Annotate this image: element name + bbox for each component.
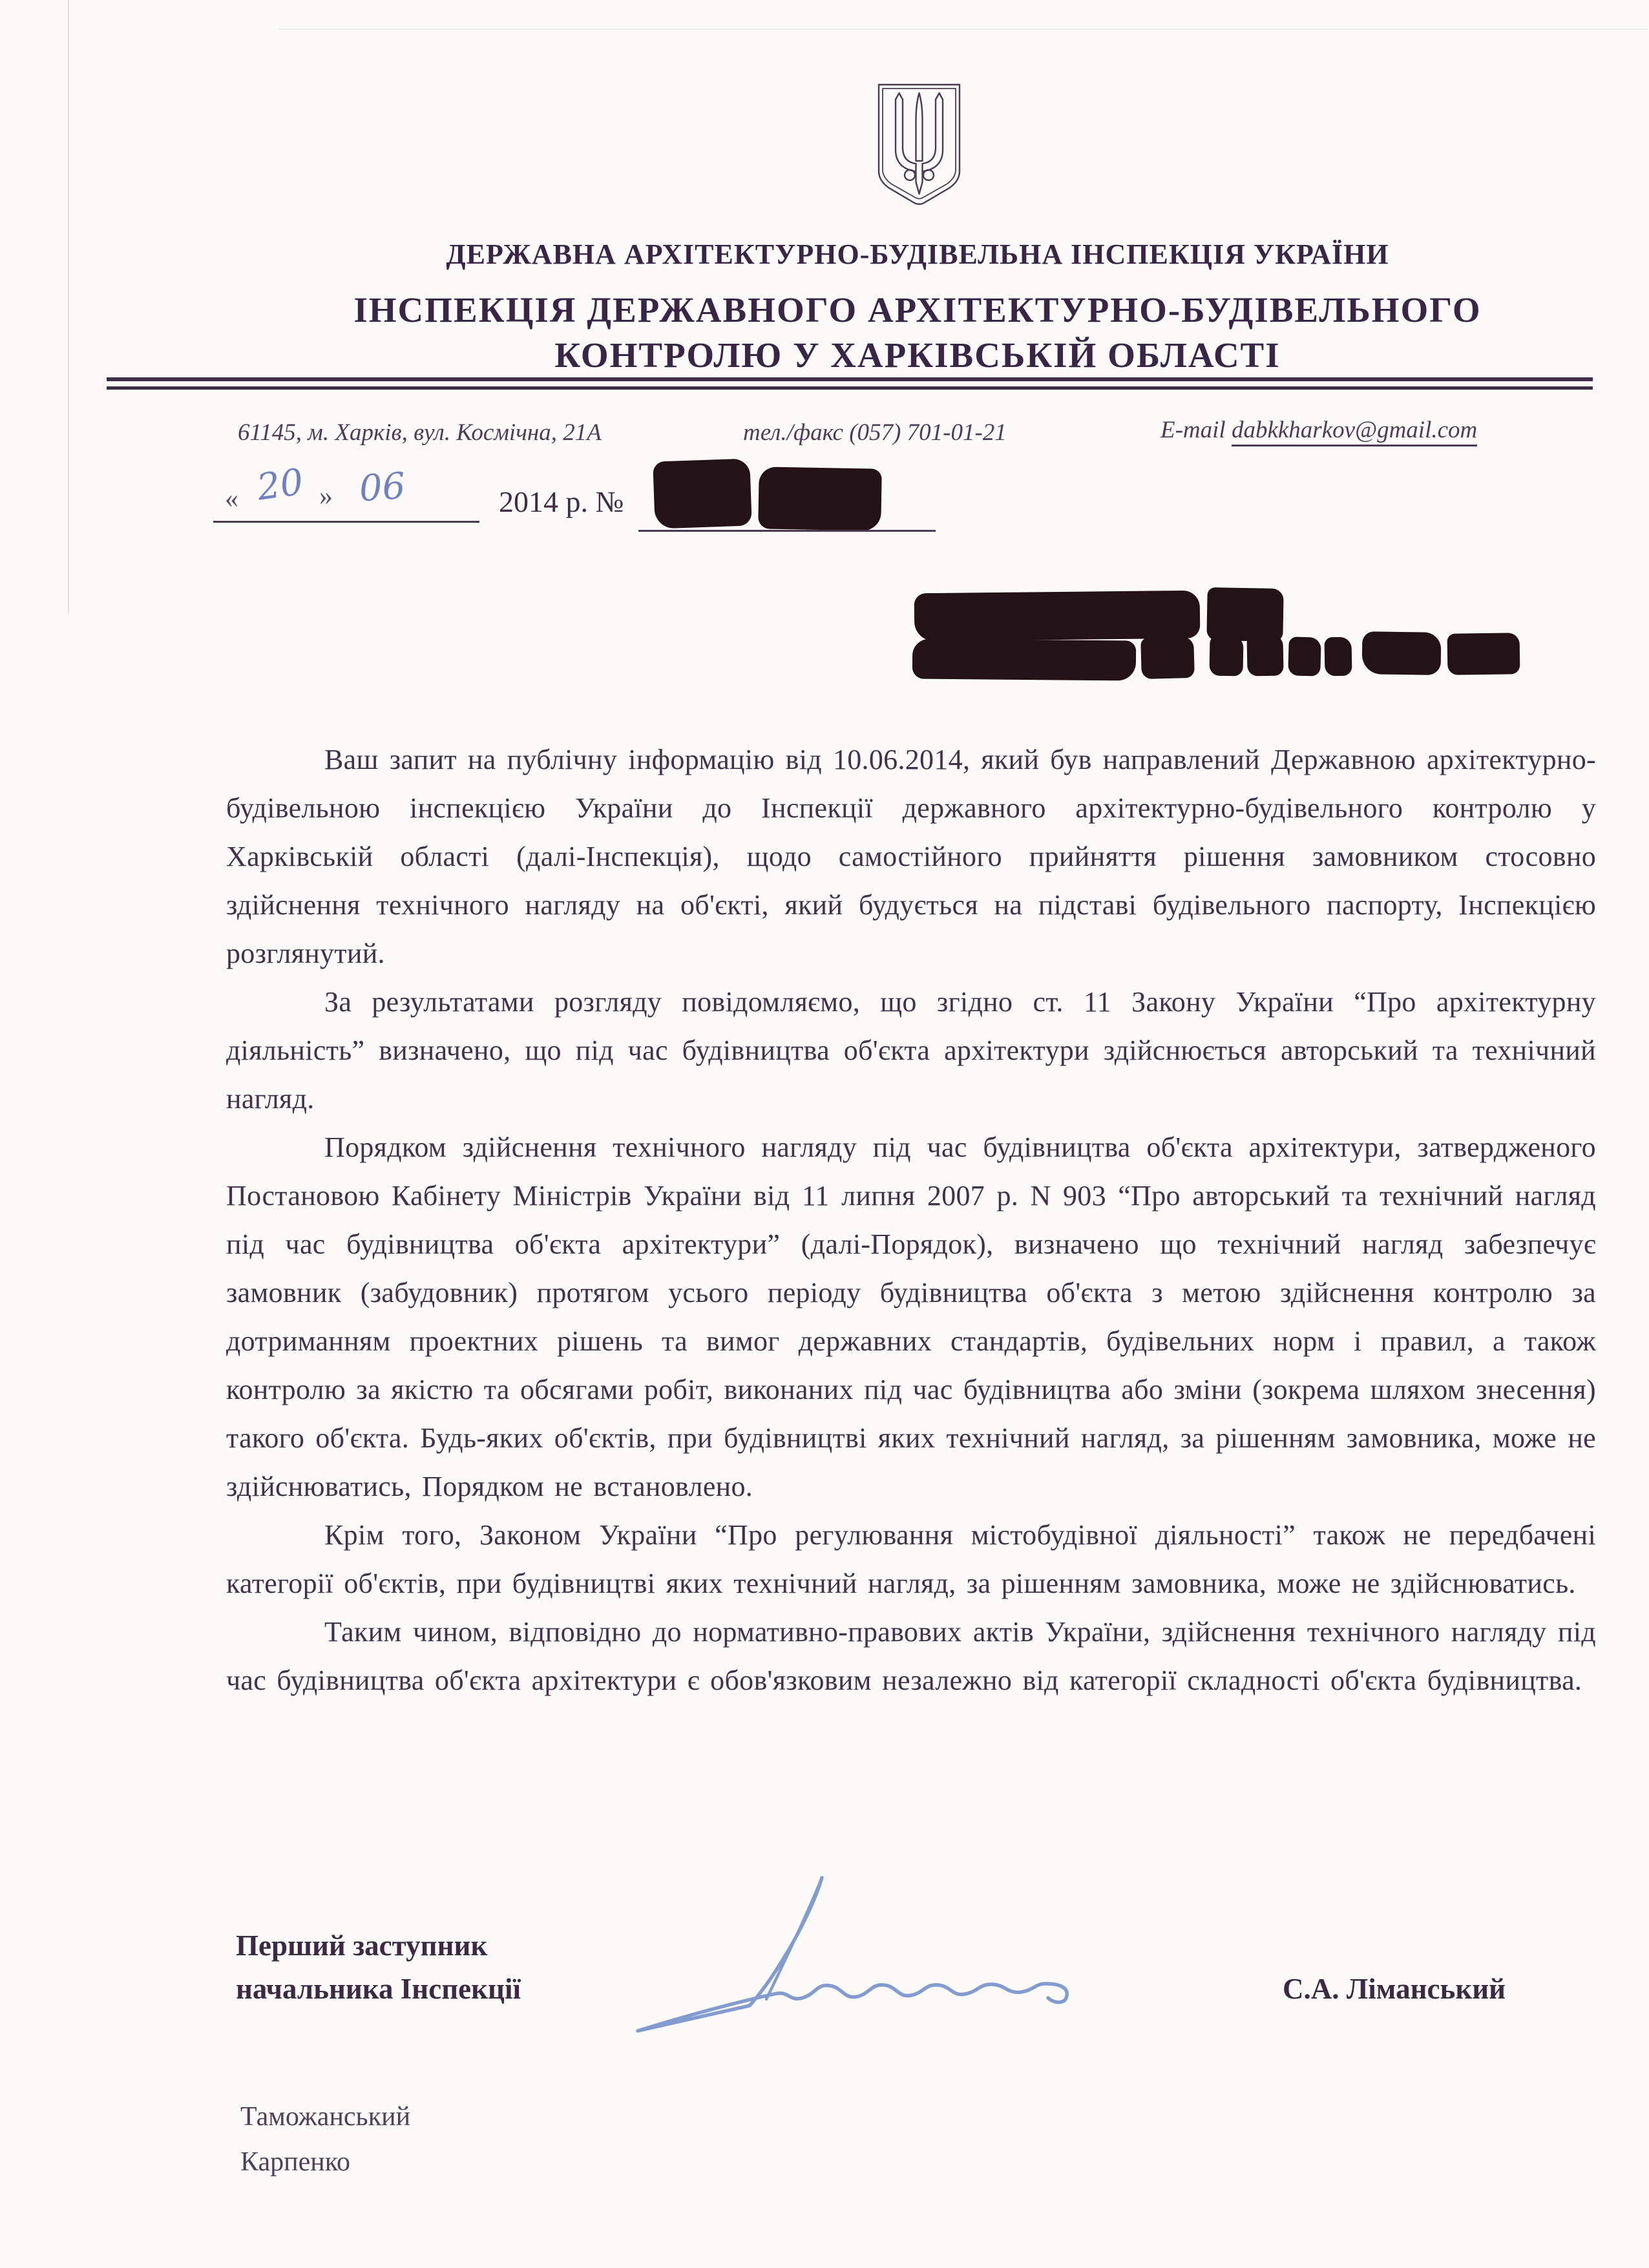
executor-name: Карпенко — [240, 2147, 350, 2177]
redacted-outgoing-number-part2 — [758, 467, 882, 530]
org-name-parent-agency: ДЕРЖАВНА АРХІТЕКТУРНО-БУДІВЕЛЬНА ІНСПЕКЦІЯ УКРАЇНИ — [446, 238, 1389, 270]
date-open-quote: « — [225, 484, 238, 514]
date-underline — [213, 521, 479, 523]
redacted-address-part — [1209, 636, 1243, 677]
ukraine-trident-emblem-icon — [872, 80, 966, 207]
postal-address: 61145, м. Харків, вул. Космічна, 21А — [238, 419, 602, 446]
org-name-inspection-line1: ІНСПЕКЦІЯ ДЕРЖАВНОГО АРХІТЕКТУРНО-БУДІВЕЛЬНОГО — [353, 290, 1482, 330]
email-label: E-mail — [1161, 417, 1232, 443]
email-address: dabkkharkov@gmail.com — [1232, 417, 1477, 446]
redacted-address-part — [1288, 636, 1321, 676]
number-underline — [638, 530, 936, 532]
divider-thin-line — [107, 386, 1593, 390]
redacted-address-part — [1140, 636, 1195, 679]
handwritten-day: 20 — [254, 461, 306, 509]
body-paragraph: Ваш запит на публічну інформацію від 10.06.2014, який був направлений Державною архітектурно-будівельною інспекцією України до Інспекції державного архітектурно-будівельного контролю у Харківській області (далі-Інспекція), щодо самостійного прийняття рішення замовником стосовно здійснення технічного нагляду на об'єкті, який будується на підставі будівельного паспорту, Інспекцією розглянутий. — [226, 744, 1596, 969]
scan-artifact-vertical-line — [68, 0, 69, 614]
redacted-address-street — [912, 638, 1137, 680]
scan-artifact-horizontal-line — [278, 28, 1648, 30]
executor-name: Таможанський — [240, 2102, 411, 2132]
redacted-recipient-name — [914, 591, 1201, 642]
redacted-recipient-initials — [1206, 587, 1283, 642]
phone-fax: тел./факс (057) 701-01-21 — [743, 419, 1007, 446]
redacted-address-part — [1246, 635, 1283, 677]
body-paragraph: Таким чином, відповідно до нормативно-правових актів України, здійснення технічного нагляду під час будівництва об'єкта архітектури є обов'язковим незалежно від категорії складності об'єкта будівництва. — [226, 1616, 1596, 1696]
body-paragraph: Порядком здійснення технічного нагляду під час будівництва об'єкта архітектури, затвердженого Постановою Кабінету Міністрів України від 11 липня 2007 р. N 903 “Про авторський та технічний нагляд під час будівництва об'єкта архітектури” (далі-Порядок), визначено що технічний нагляд забезпечує замовник (забудовник) протягом усього періоду будівництва об'єкта з метою здійснення контролю за дотриманням проектних рішень та вимог державних стандартів, будівельних норм і правил, а також контролю за якістю та обсягами робіт, виконаних під час будівництва або зміни (зокрема шляхом знесення) такого об'єкта. Будь-яких об'єктів, при будівництві яких технічний нагляд, за рішенням замовника, може не здійснюватись, Порядком не встановлено. — [226, 1131, 1596, 1502]
redacted-outgoing-number-part1 — [653, 458, 752, 529]
redacted-address-postcode — [1447, 633, 1520, 675]
handwritten-signature — [614, 1861, 1144, 2055]
signatory-name: С.А. Ліманський — [1283, 1973, 1506, 2005]
date-close-quote: » — [319, 481, 333, 511]
email-line — [1161, 416, 1477, 444]
body-paragraph: Крім того, Законом України “Про регулювання містобудівної діяльності” також не передбачені категорії об'єктів, при будівництві яких технічний нагляд, за рішенням замовника, може не здійснюватись. — [226, 1519, 1596, 1599]
redacted-address-city — [1362, 631, 1442, 675]
body-paragraph: За результатами розгляду повідомляємо, що згідно ст. 11 Закону України “Про архітектурну діяльність” визначено, що під час будівництва об'єкта архітектури здійснюється авторський та технічний нагляд. — [226, 986, 1596, 1115]
redacted-address-part — [1324, 637, 1352, 677]
divider-thick-line — [107, 377, 1593, 381]
letterhead-divider — [107, 377, 1593, 390]
org-name-inspection-line2: КОНТРОЛЮ У ХАРКІВСЬКІЙ ОБЛАСТІ — [554, 335, 1281, 375]
signatory-title-line1: Перший заступник — [236, 1929, 488, 1962]
letter-body — [226, 735, 1596, 1705]
handwritten-month: 06 — [357, 465, 407, 510]
year-and-number-label: 2014 р. № — [499, 485, 624, 518]
signatory-title-line2: начальника Інспекції — [236, 1973, 521, 2005]
